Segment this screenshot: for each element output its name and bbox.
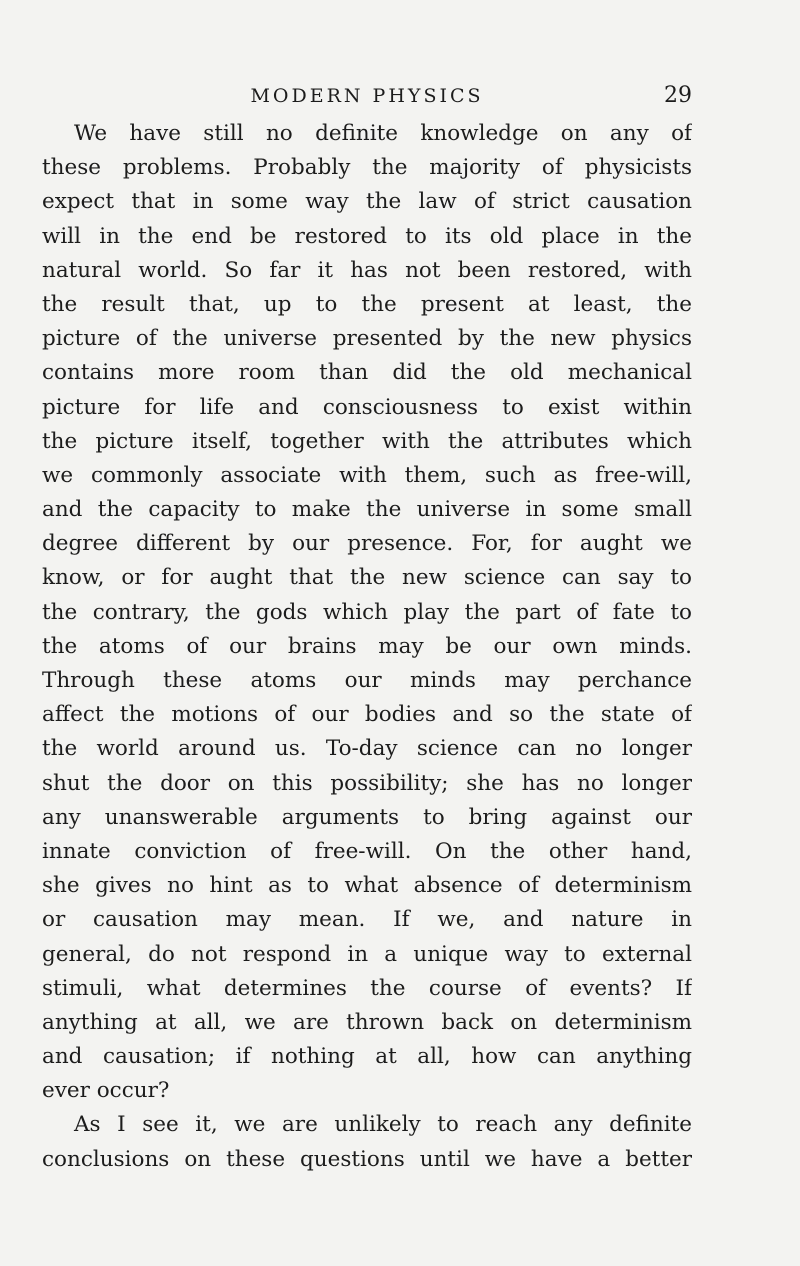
text-line: the contrary, the gods which play the part of fate to bbox=[42, 599, 692, 625]
page-header bbox=[42, 79, 692, 113]
text-line: expect that in some way the law of strict causation bbox=[42, 189, 692, 215]
book-page bbox=[42, 0, 692, 1266]
text-line: know, or for aught that the new science can say to bbox=[42, 565, 692, 591]
text-line: stimuli, what determines the course of events? If bbox=[42, 975, 692, 1001]
page-number: 29 bbox=[664, 83, 692, 108]
text-line: we commonly associate with them, such as free-will, bbox=[42, 462, 692, 488]
text-line: the world around us. To-day science can no longer bbox=[42, 736, 692, 762]
text-line: she gives no hint as to what absence of determinism bbox=[42, 873, 692, 899]
text-line: innate conviction of free-will. On the other hand, bbox=[42, 838, 692, 864]
text-line: We have still no definite knowledge on any of bbox=[74, 121, 692, 146]
text-line: natural world. So far it has not been restored, with bbox=[42, 257, 692, 283]
text-line: general, do not respond in a unique way to external bbox=[42, 941, 692, 967]
running-title: MODERN PHYSICS bbox=[250, 85, 484, 107]
text-line: degree different by our presence. For, for aught we bbox=[42, 531, 692, 557]
text-line: picture of the universe presented by the new physics bbox=[42, 326, 692, 352]
text-line: the result that, up to the present at least, the bbox=[42, 291, 692, 317]
text-line: picture for life and consciousness to exist within bbox=[42, 394, 692, 420]
text-line: and causation; if nothing at all, how can anything bbox=[42, 1044, 692, 1070]
text-line: Through these atoms our minds may perchance bbox=[42, 668, 692, 693]
text-line: ever occur? bbox=[42, 1078, 170, 1104]
text-line: these problems. Probably the majority of physicists bbox=[42, 155, 692, 181]
text-line: conclusions on these questions until we have a better bbox=[42, 1146, 692, 1172]
text-line: any unanswerable arguments to bring against our bbox=[42, 804, 692, 830]
text-line: the atoms of our brains may be our own minds. bbox=[42, 633, 692, 659]
body-text bbox=[42, 117, 692, 1177]
text-line: shut the door on this possibility; she has no longer bbox=[42, 770, 692, 796]
text-line: the picture itself, together with the attributes which bbox=[42, 428, 692, 454]
text-line: contains more room than did the old mechanical bbox=[42, 360, 692, 386]
text-line: affect the motions of our bodies and so the state of bbox=[42, 702, 692, 728]
text-line: will in the end be restored to its old place in the bbox=[42, 223, 692, 249]
text-line: As I see it, we are unlikely to reach any definite bbox=[74, 1112, 692, 1138]
text-line: or causation may mean. If we, and nature in bbox=[42, 907, 692, 933]
text-line: and the capacity to make the universe in some small bbox=[42, 497, 692, 523]
text-line: anything at all, we are thrown back on determinism bbox=[42, 1009, 692, 1035]
